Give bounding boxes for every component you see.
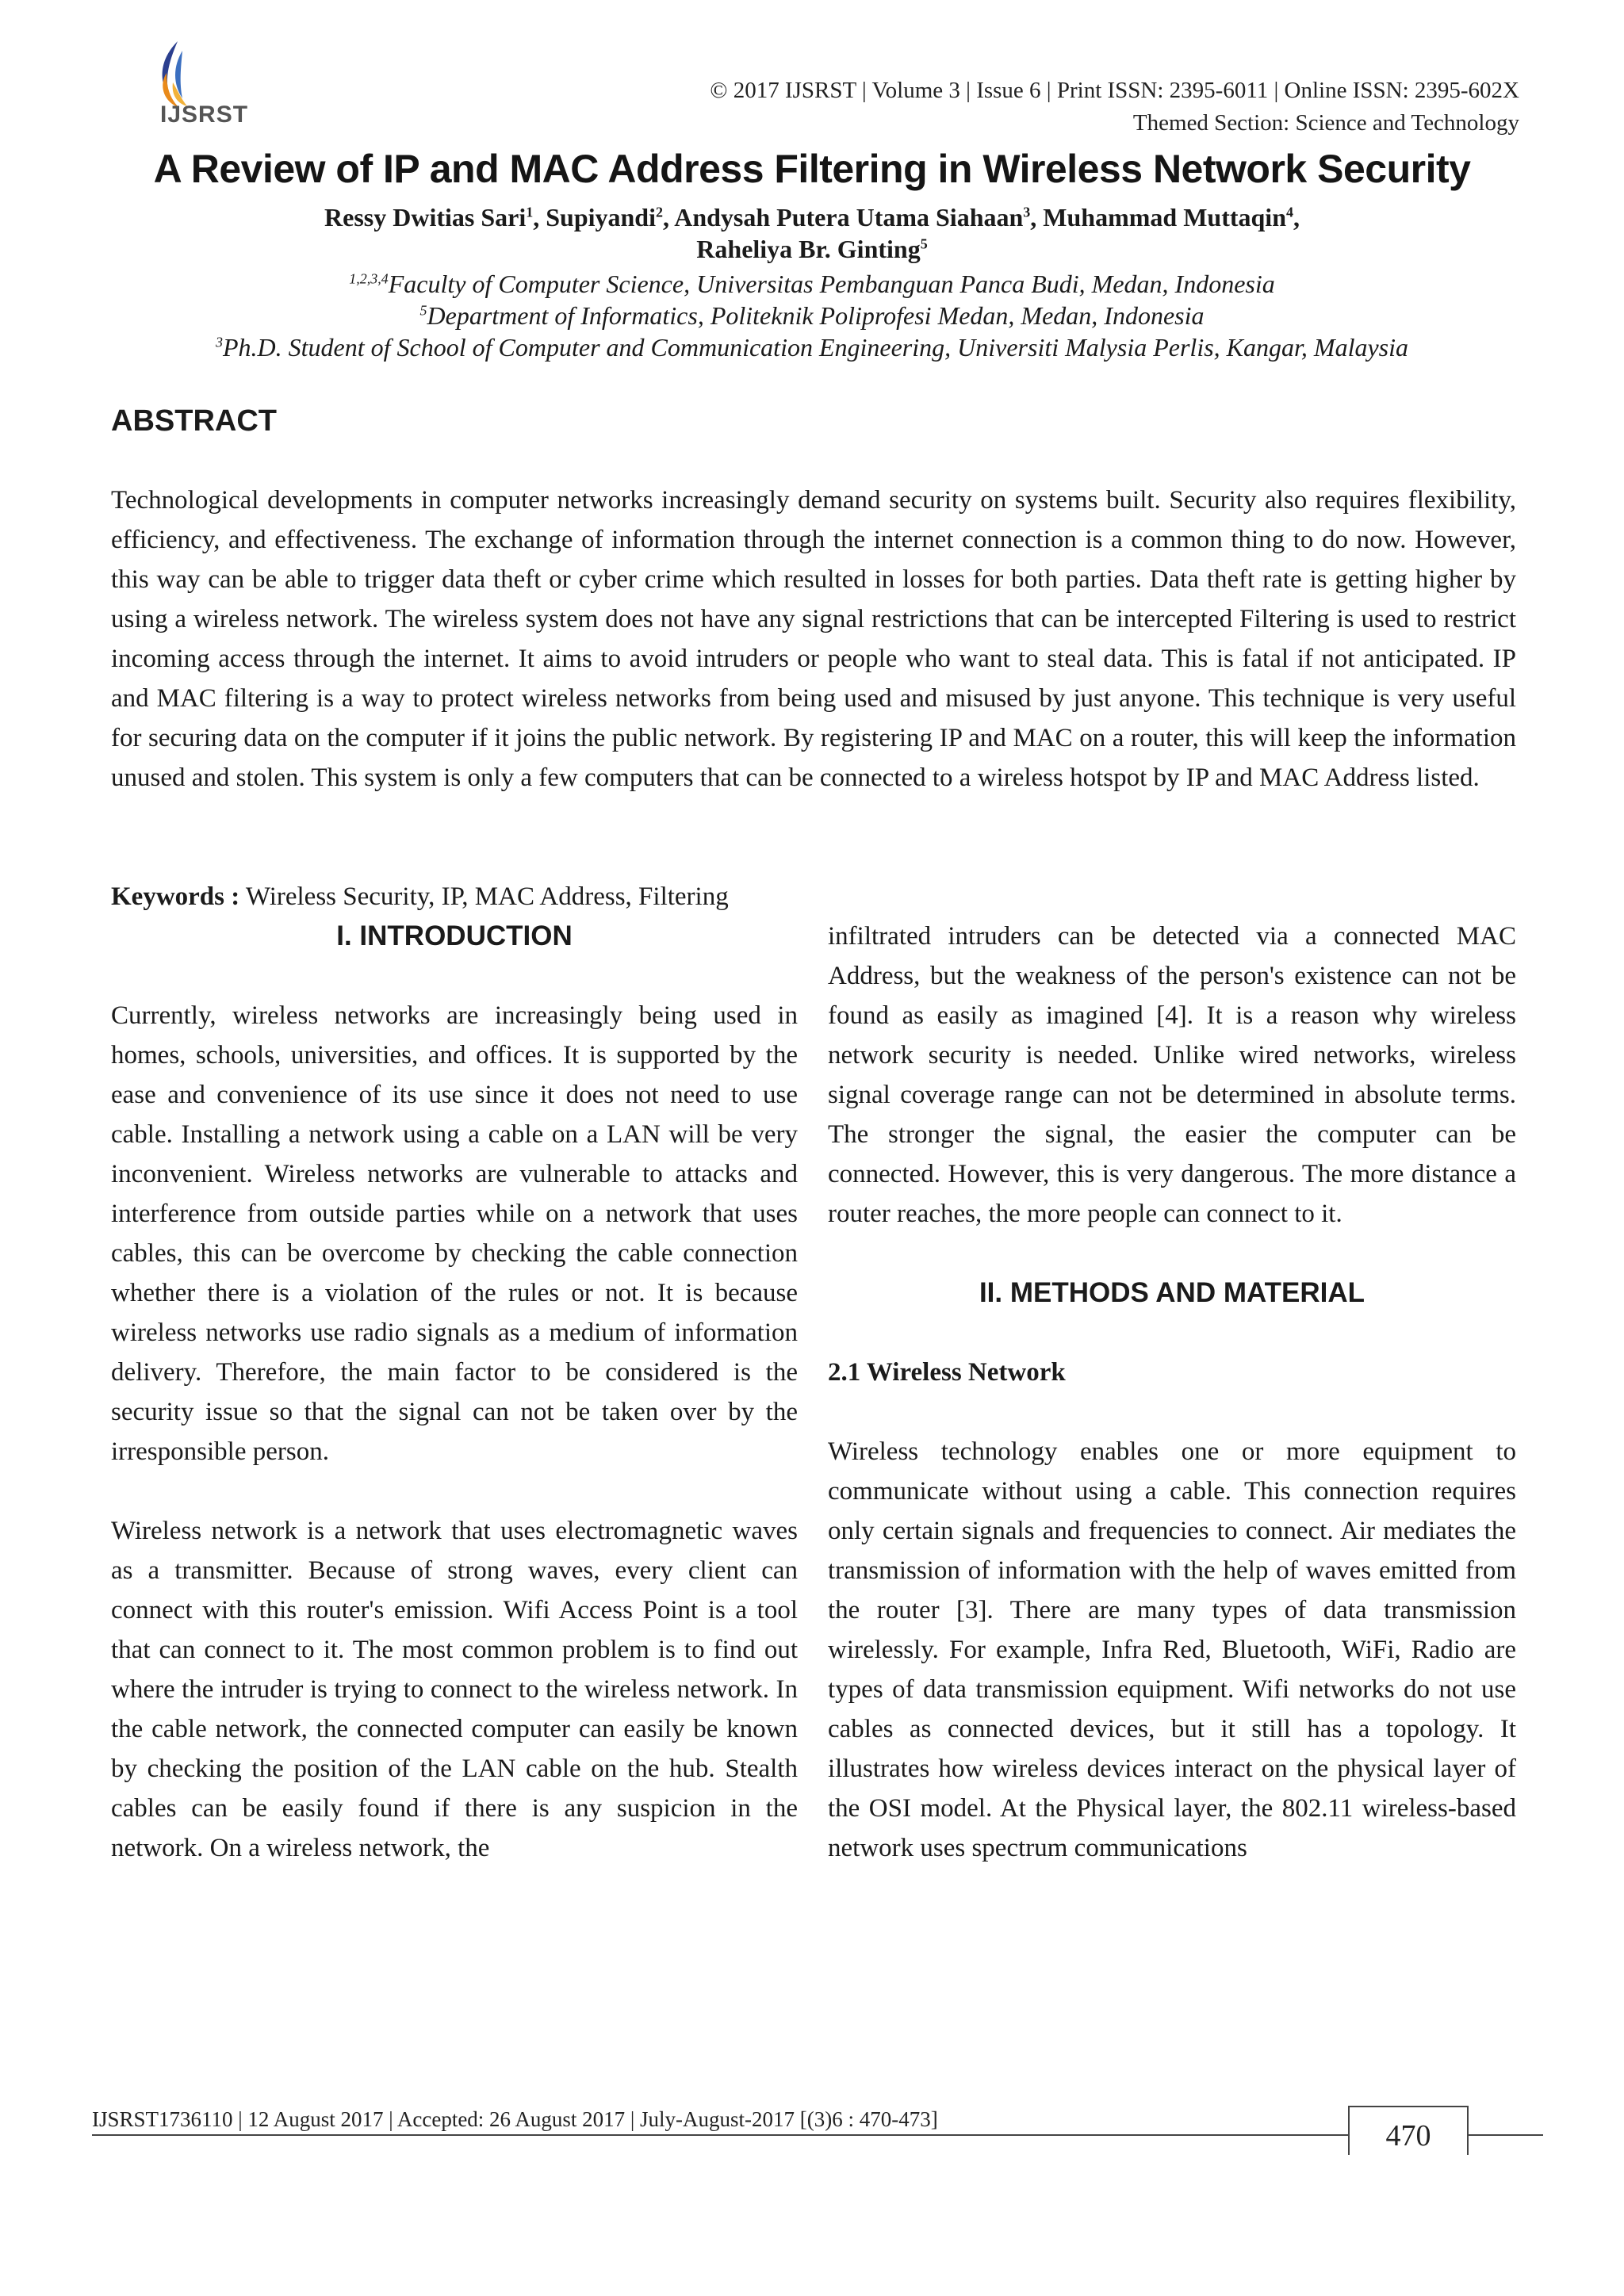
footer-citation: IJSRST1736110 | 12 August 2017 | Accepted: 26 August 2017 | July-August-2017 [(3)6 : 470-473] — [92, 2107, 938, 2131]
keywords-label: Keywords : — [111, 882, 240, 911]
intro-paragraph-2-continued: infiltrated intruders can be detected via a connected MAC Address, but the weakness of the person's existence can not be found as easily as imagined [4]. It is a reason why wireless network security is needed. Unlike wired networks, wireless signal coverage range can not be determined in absolute terms. The stronger the signal, the easier the computer can be connected. However, this is very dangerous. The more distance a router reaches, the more people can connect to it. — [828, 922, 1516, 1228]
masthead — [710, 75, 1519, 140]
affiliation-sup: 1,2,3,4 — [349, 270, 389, 287]
author-separator: , — [1030, 203, 1044, 232]
author-separator: , — [533, 203, 546, 232]
author-list — [119, 201, 1505, 265]
keywords-text: Wireless Security, IP, MAC Address, Filtering — [239, 882, 729, 911]
right-column — [828, 916, 1516, 1868]
author-name: Muhammad Muttaqin — [1043, 203, 1286, 232]
author-name: Raheliya Br. Ginting — [696, 235, 921, 263]
affiliation-sup: 5 — [419, 302, 427, 319]
author-sup: 4 — [1285, 204, 1293, 220]
logo-text: IJSRST — [160, 101, 249, 128]
author-name: Andysah Putera Utama Siahaan — [674, 203, 1024, 232]
affiliation — [119, 300, 1505, 331]
author-sup: 1 — [526, 204, 534, 220]
introduction-heading: I. INTRODUCTION — [336, 920, 573, 951]
intro-paragraph-1: Currently, wireless networks are increasingly being used in homes, schools, universities, and offices. It is supported by the ease and convenience of its use since it does not need to use cable. Installing a network using a cable on a LAN will be very inconvenient. Wireless networks are vulnerable to attacks and interference from outside parties while on a network that uses cables, this can be overcome by checking the cable connection whether there is a violation of the rules or not. It is because wireless networks use radio signals as a medium of information delivery. Therefore, the main factor to be considered is the security issue so that the signal can not be taken over by the irresponsible person. — [111, 1001, 798, 1466]
journal-logo — [136, 35, 247, 138]
affiliation-list — [119, 268, 1505, 363]
author-sup: 2 — [655, 204, 663, 220]
author-separator: , — [1293, 203, 1300, 232]
abstract-text: Technological developments in computer networks increasingly demand security on systems built. Security also requires flexibility, efficiency, and effectiveness. The exchange of information through the internet connection is a common thing to do now. However, this way can be able to trigger data theft or cyber crime which resulted in losses for both parties. Data theft rate is getting higher by using a wireless network. The wireless system does not have any signal restrictions that can be intercepted Filtering is used to restrict incoming access through the internet. It aims to avoid intruders or people who want to steal data. This is fatal if not anticipated. IP and MAC filtering is a way to protect wireless networks from being used and misused by just anyone. This technique is very useful for securing data on the computer if it joins the public network. By registering IP and MAC on a router, this will keep the information unused and stolen. This system is only a few computers that can be connected to a wireless hotspot by IP and MAC Address listed. — [111, 486, 1516, 792]
author-sup: 3 — [1023, 204, 1031, 220]
themed-section: Themed Section: Science and Technology — [1132, 110, 1519, 136]
affiliation-text: Ph.D. Student of School of Computer and Communication Engineering, Universiti Malysia Perlis, Kangar, Malaysia — [223, 333, 1408, 362]
affiliation-text: Department of Informatics, Politeknik Poliprofesi Medan, Medan, Indonesia — [427, 301, 1205, 330]
author-name: Supiyandi — [546, 203, 656, 232]
paper-title: A Review of IP and MAC Address Filtering in Wireless Network Security — [153, 147, 1471, 191]
affiliation-sup: 3 — [216, 334, 223, 350]
author-sup: 5 — [920, 235, 928, 252]
affiliation-text: Faculty of Computer Science, Universitas Pembanguan Panca Budi, Medan, Indonesia — [388, 270, 1275, 298]
methods-heading: II. METHODS AND MATERIAL — [979, 1277, 1365, 1308]
affiliation — [119, 268, 1505, 300]
keywords-line — [111, 877, 729, 916]
methods-paragraph-1: Wireless technology enables one or more equipment to communicate without using a cable. This connection requires only certain signals and frequencies to connect. Air mediates the transmission of information with the help of waves emitted from the router [3]. There are many types of data transmission wirelessly. For example, Infra Red, Bluetooth, WiFi, Radio are types of data transmission equipment. Wifi networks do not use cables as connected devices, but it still has a topology. It illustrates how wireless devices interact on the physical layer of the OSI model. At the Physical layer, the 802.11 wireless-based network uses spectrum communications — [828, 1437, 1516, 1862]
page-number: 470 — [1348, 2106, 1469, 2155]
left-column — [111, 916, 798, 1868]
abstract-heading: ABSTRACT — [111, 404, 277, 438]
wireless-network-subheading: 2.1 Wireless Network — [828, 1358, 1066, 1387]
affiliation — [119, 331, 1505, 363]
author-separator: , — [662, 203, 675, 232]
footer-rule — [92, 2134, 1543, 2136]
author-name: Ressy Dwitias Sari — [324, 203, 527, 232]
journal-info: © 2017 IJSRST | Volume 3 | Issue 6 | Print ISSN: 2395-6011 | Online ISSN: 2395-602X — [710, 78, 1519, 103]
intro-paragraph-2: Wireless network is a network that uses electromagnetic waves as a transmitter. Because of strong waves, every client can connect with this router's emission. Wifi Access Point is a tool that can connect to it. The most common problem is to find out where the intruder is trying to connect to the wireless network. In the cable network, the connected computer can easily be known by checking the position of the LAN cable on the hub. Stealth cables can be easily found if there is any suspicion in the network. On a wireless network, the — [111, 1517, 798, 1862]
